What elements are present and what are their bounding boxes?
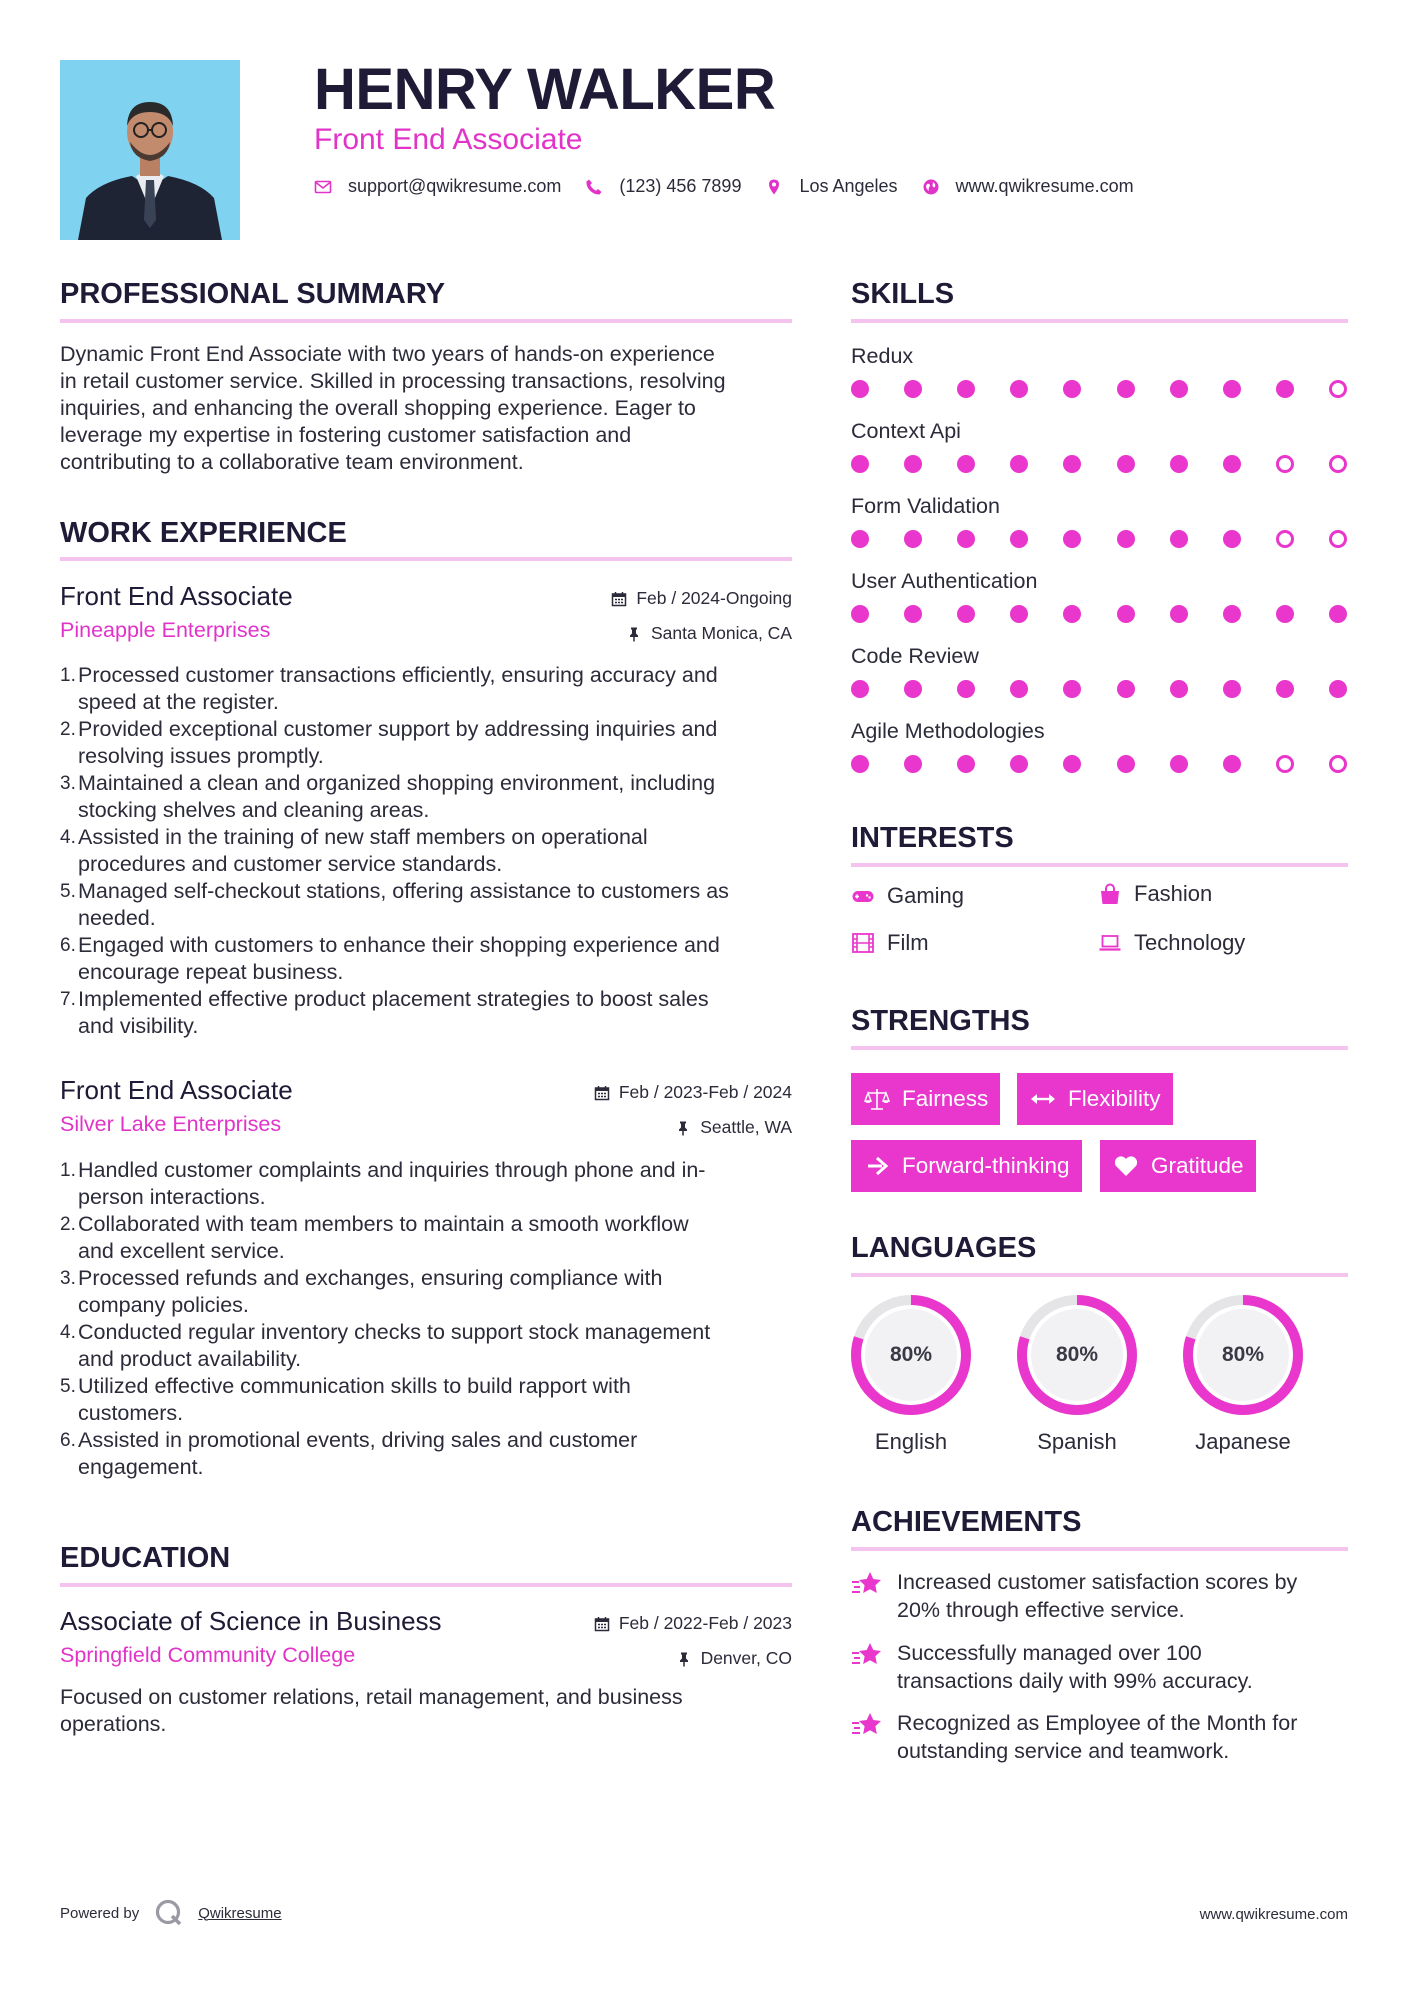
summary-line: leverage my expertise in fostering customer satisfaction and [60,423,632,447]
strengths-heading: STRENGTHS [851,1005,1030,1037]
job-title: Front End Associate [60,581,293,611]
rating-dot-filled [957,755,975,773]
job-company: Silver Lake Enterprises [60,1112,282,1136]
strength-fairness [851,1073,1000,1125]
achievement-line: Increased customer satisfaction scores by [897,1570,1298,1594]
experience-heading: WORK EXPERIENCE [60,517,347,549]
job-date-text: Feb / 2024-Ongoing [636,588,792,608]
globe-icon [922,178,940,196]
language-percent: 80% [889,1343,933,1366]
item-line: Assisted in promotional events, driving sales and customer [78,1428,638,1452]
rating-dot-filled [1010,755,1028,773]
skill-name: Agile Methodologies [851,719,1045,743]
item-line: speed at the register. [78,690,279,714]
skills-heading: SKILLS [851,278,955,310]
interests-heading: INTERESTS [851,822,1014,854]
interest-label: Technology [1134,930,1246,955]
rating-dot-filled [851,605,869,623]
rating-dot-filled [1223,380,1241,398]
item-line: engagement. [78,1455,204,1479]
interest-label: Gaming [887,883,965,908]
item-line: Collaborated with team members to maintain a smooth workflow [78,1212,689,1236]
calendar-icon [594,1616,610,1632]
achievement-item [851,1709,1297,1765]
rating-dot-filled [1117,605,1135,623]
list-item [60,1373,792,1427]
job-company: Pineapple Enterprises [60,618,271,642]
pushpin-icon [676,1651,692,1667]
item-number: 4. [60,1322,76,1343]
rating-dot-empty [1329,755,1347,773]
rating-dot-filled [957,380,975,398]
languages-heading: LANGUAGES [851,1232,1037,1264]
school-name: Springfield Community College [60,1643,356,1667]
job-title: Front End Associate [60,1075,293,1105]
rating-dot-filled [1010,455,1028,473]
item-line: stocking shelves and cleaning areas. [78,798,430,822]
rating-dot-filled [957,530,975,548]
rating-dot-empty [1329,380,1347,398]
rating-dot-filled [904,530,922,548]
job-date [594,1082,792,1103]
arrow-right-icon [864,1153,890,1179]
envelope-icon [314,178,332,196]
item-line: person interactions. [78,1185,266,1209]
calendar-icon [594,1085,610,1101]
language-item [849,1293,973,1455]
footer-powered-by [60,1898,282,1928]
footer-website[interactable]: www.qwikresume.com [1199,1906,1348,1923]
item-number: 1. [60,1160,76,1181]
rating-dot-filled [1010,680,1028,698]
item-line: Engaged with customers to enhance their shopping experience and [78,933,720,957]
item-number: 2. [60,719,76,740]
contact-bar [314,176,1158,197]
rating-dot-filled [1223,455,1241,473]
qwikresume-logo-icon [154,1898,184,1928]
item-number: 6. [60,935,76,956]
education-description [60,1684,792,1738]
job-location [626,623,792,644]
rating-dot-empty [1276,755,1294,773]
rating-dot-empty [1329,455,1347,473]
map-pin-icon [765,178,783,196]
rating-dot-filled [904,455,922,473]
rating-dot-filled [1223,530,1241,548]
skill-item [851,568,1348,643]
rating-dot-empty [1329,530,1347,548]
interest-technology [1098,930,1245,956]
education-location-text: Denver, CO [700,1648,792,1668]
rating-dot-filled [1223,605,1241,623]
list-item [60,770,792,824]
balance-scale-icon [864,1086,890,1112]
list-item [60,662,792,716]
rating-dot-filled [1010,530,1028,548]
item-line: needed. [78,906,156,930]
location-text: Los Angeles [799,176,898,196]
rating-dot-filled [957,455,975,473]
interest-label: Fashion [1134,881,1213,906]
education-line: Focused on customer relations, retail management, and business [60,1685,683,1709]
rating-dot-filled [1170,530,1188,548]
brand-link[interactable]: Qwikresume [198,1904,282,1922]
summary-heading: PROFESSIONAL SUMMARY [60,278,446,310]
languages-divider [851,1273,1348,1277]
candidate-name: HENRY WALKER [314,57,776,122]
strength-label: Forward-thinking [902,1153,1070,1178]
pushpin-icon [675,1120,691,1136]
rating-dot-filled [904,380,922,398]
item-number: 5. [60,1376,76,1397]
star-award-icon [851,1711,885,1741]
rating-dot-filled [1329,680,1347,698]
item-number: 1. [60,665,76,686]
skills-divider [851,319,1348,323]
language-item [1015,1293,1139,1455]
language-item [1181,1293,1305,1455]
strength-forward-thinking [851,1140,1082,1192]
interest-gaming [851,883,964,909]
summary-line: inquiries, and enhancing the overall shopping experience. Eager to [60,396,696,420]
pushpin-icon [626,626,642,642]
job-location [675,1117,792,1138]
item-line: customers. [78,1401,184,1425]
degree-title: Associate of Science in Business [60,1606,442,1636]
rating-dot-filled [1117,755,1135,773]
rating-dot-filled [1010,605,1028,623]
email-text: support@qwikresume.com [348,176,562,196]
item-line: Managed self-checkout stations, offering assistance to customers as [78,879,729,903]
contact-website[interactable] [922,176,1134,197]
language-name: Japanese [1195,1429,1291,1454]
skill-rating [851,754,1348,774]
rating-dot-filled [851,455,869,473]
calendar-icon [611,591,627,607]
item-line: Utilized effective communication skills to build rapport with [78,1374,631,1398]
interest-film [851,930,929,956]
item-line: and excellent service. [78,1239,285,1263]
interests-divider [851,863,1348,867]
education-entry [60,1605,792,1669]
rating-dot-filled [1063,755,1081,773]
powered-by-text: Powered by [60,1904,140,1922]
summary-line: Dynamic Front End Associate with two years of hands-on experience [60,342,715,366]
list-item [60,1157,792,1211]
achievements-divider [851,1547,1348,1551]
skill-name: Form Validation [851,494,1000,518]
item-number: 3. [60,773,76,794]
rating-dot-filled [1170,380,1188,398]
skill-rating [851,379,1348,399]
achievement-line: transactions daily with 99% accuracy. [897,1669,1253,1693]
skill-name: Redux [851,344,914,368]
achievement-line: Recognized as Employee of the Month for [897,1711,1298,1735]
skill-item [851,718,1348,793]
job-entry [60,580,792,644]
strengths-divider [851,1046,1348,1050]
rating-dot-filled [1276,680,1294,698]
achievement-item [851,1639,1253,1695]
rating-dot-empty [1276,530,1294,548]
item-line: company policies. [78,1293,249,1317]
item-line: and visibility. [78,1014,199,1038]
achievement-line: 20% through effective service. [897,1598,1185,1622]
list-item [60,1319,792,1373]
education-heading: EDUCATION [60,1542,231,1574]
item-line: Assisted in the training of new staff members on operational [78,825,648,849]
list-item [60,932,792,986]
strength-label: Flexibility [1068,1086,1161,1111]
skill-item [851,418,1348,493]
rating-dot-filled [1223,755,1241,773]
rating-dot-filled [1063,455,1081,473]
language-percent: 80% [1221,1343,1265,1366]
skill-rating [851,454,1348,474]
item-number: 5. [60,881,76,902]
rating-dot-filled [1170,755,1188,773]
rating-dot-filled [957,680,975,698]
achievement-line: outstanding service and teamwork. [897,1739,1230,1763]
rating-dot-filled [1063,530,1081,548]
language-name: Spanish [1037,1429,1117,1454]
strength-label: Fairness [902,1086,989,1111]
achievement-line: Successfully managed over 100 [897,1641,1202,1665]
rating-dot-filled [851,530,869,548]
rating-dot-filled [1276,380,1294,398]
rating-dot-filled [957,605,975,623]
item-line: encourage repeat business. [78,960,344,984]
job-location-text: Santa Monica, CA [650,623,792,643]
interest-fashion [1098,881,1212,907]
item-number: 4. [60,827,76,848]
item-line: Processed refunds and exchanges, ensuring compliance with [78,1266,663,1290]
item-line: Processed customer transactions efficiently, ensuring accuracy and [78,663,718,687]
achievement-item [851,1568,1297,1624]
skills-list [851,343,1348,793]
rating-dot-filled [851,755,869,773]
skill-item [851,493,1348,568]
phone-icon [585,178,603,196]
language-name: English [874,1429,948,1454]
item-line: Provided exceptional customer support by addressing inquiries and [78,717,718,741]
candidate-title: Front End Associate [314,123,583,156]
item-number: 2. [60,1214,76,1235]
job-location-text: Seattle, WA [700,1117,792,1137]
rating-dot-filled [1223,680,1241,698]
job-entry [60,1074,792,1138]
contact-phone[interactable] [585,176,741,197]
item-line: Maintained a clean and organized shopping environment, including [78,771,716,795]
skill-rating [851,604,1348,624]
star-award-icon [851,1641,885,1671]
summary-line: in retail customer service. Skilled in processing transactions, resolving [60,369,726,393]
list-item [60,716,792,770]
website-text: www.qwikresume.com [955,176,1134,196]
education-line: operations. [60,1712,167,1736]
item-line: Implemented effective product placement strategies to boost sales [78,987,709,1011]
education-date [594,1613,792,1634]
list-item [60,1427,792,1481]
item-line: and product availability. [78,1347,302,1371]
rating-dot-filled [904,755,922,773]
skill-item [851,643,1348,718]
education-date-text: Feb / 2022-Feb / 2023 [618,1613,792,1633]
rating-dot-filled [1063,605,1081,623]
education-location [676,1648,792,1669]
job-date [611,588,792,609]
rating-dot-filled [1170,680,1188,698]
skill-rating [851,529,1348,549]
contact-email[interactable] [314,176,561,197]
list-item [60,878,792,932]
list-item [60,1211,792,1265]
contact-location [765,176,897,197]
rating-dot-filled [1170,605,1188,623]
skill-item [851,343,1348,418]
gamepad-icon [851,884,875,908]
skill-rating [851,679,1348,699]
achievements-heading: ACHIEVEMENTS [851,1506,1082,1538]
rating-dot-filled [904,680,922,698]
rating-dot-filled [1117,530,1135,548]
phone-text: (123) 456 7899 [619,176,742,196]
rating-dot-filled [1117,380,1135,398]
summary-divider [60,319,792,323]
star-award-icon [851,1570,885,1600]
rating-dot-filled [851,680,869,698]
strength-label: Gratitude [1151,1153,1244,1178]
rating-dot-filled [904,605,922,623]
rating-dot-filled [1010,380,1028,398]
rating-dot-filled [1329,605,1347,623]
item-number: 7. [60,989,76,1010]
rating-dot-filled [1117,455,1135,473]
rating-dot-filled [1276,605,1294,623]
item-number: 3. [60,1268,76,1289]
item-number: 6. [60,1430,76,1451]
strength-gratitude [1100,1140,1256,1192]
rating-dot-empty [1276,455,1294,473]
arrows-horizontal-icon [1030,1086,1056,1112]
shopping-bag-icon [1098,882,1122,906]
job-duties-list [60,1157,792,1481]
rating-dot-filled [1170,455,1188,473]
list-item [60,824,792,878]
interest-label: Film [887,930,929,955]
job-date-text: Feb / 2023-Feb / 2024 [618,1082,792,1102]
heart-icon [1113,1153,1139,1179]
summary-line: contributing to a collaborative team environment. [60,450,524,474]
item-line: Handled customer complaints and inquiries through phone and in- [78,1158,706,1182]
rating-dot-filled [1117,680,1135,698]
laptop-icon [1098,931,1122,955]
rating-dot-filled [1063,680,1081,698]
education-divider [60,1583,792,1587]
language-percent: 80% [1055,1343,1099,1366]
skill-name: Context Api [851,419,961,443]
item-line: Conducted regular inventory checks to support stock management [78,1320,711,1344]
strength-flexibility [1017,1073,1173,1125]
list-item [60,986,792,1040]
skill-name: User Authentication [851,569,1038,593]
rating-dot-filled [851,380,869,398]
summary-text [60,341,792,476]
skill-name: Code Review [851,644,979,668]
rating-dot-filled [1063,380,1081,398]
experience-divider [60,557,792,561]
list-item [60,1265,792,1319]
item-line: procedures and customer service standards. [78,852,503,876]
film-icon [851,931,875,955]
job-duties-list [60,662,792,1040]
profile-photo [60,60,240,240]
item-line: resolving issues promptly. [78,744,324,768]
